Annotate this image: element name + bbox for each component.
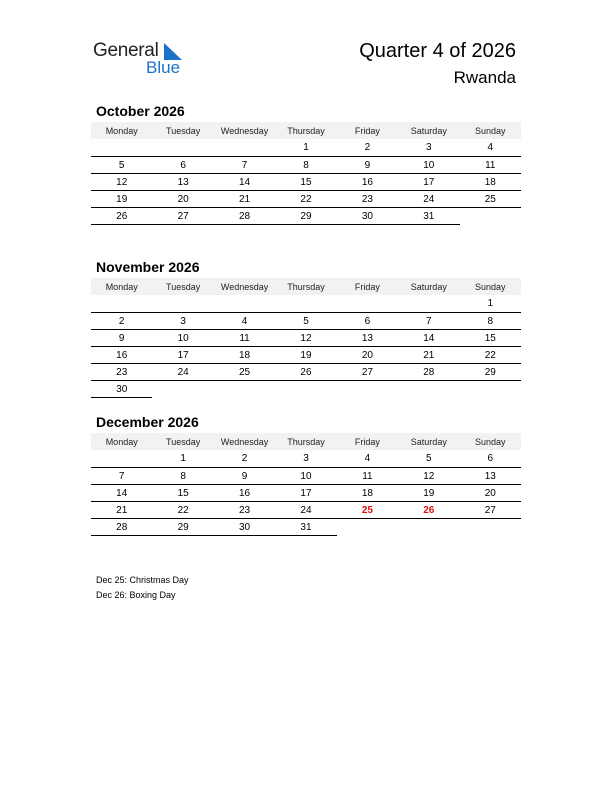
calendar-table [91,122,521,225]
empty-cell [91,139,152,157]
empty-cell [337,519,398,536]
calendar-table [91,433,521,536]
day-cell: 20 [337,347,398,364]
weekday-header: Tuesday [152,433,213,450]
day-cell: 7 [214,157,275,174]
logo-general-text: General [93,40,159,61]
day-cell: 17 [152,347,213,364]
empty-cell [460,519,521,536]
day-cell: 20 [152,191,213,208]
empty-cell [275,381,336,398]
weekday-header: Friday [337,433,398,450]
day-cell: 1 [275,139,336,157]
day-cell: 30 [91,381,152,398]
day-cell: 9 [91,330,152,347]
day-cell: 20 [460,485,521,502]
empty-cell [275,295,336,313]
weekday-header: Thursday [275,122,336,139]
weekday-header: Thursday [275,433,336,450]
day-cell: 25 [460,191,521,208]
day-cell: 25 [214,364,275,381]
day-cell: 4 [214,313,275,330]
weekday-header: Monday [91,433,152,450]
day-cell: 10 [398,157,459,174]
week-row [91,330,521,347]
day-cell: 7 [91,468,152,485]
empty-cell [398,381,459,398]
day-cell: 23 [214,502,275,519]
holiday-notes [96,573,189,602]
day-cell: 28 [91,519,152,536]
weekday-header: Tuesday [152,122,213,139]
day-cell: 24 [275,502,336,519]
empty-cell [152,381,213,398]
weekday-header: Friday [337,278,398,295]
weekday-header: Monday [91,278,152,295]
day-cell: 28 [398,364,459,381]
day-cell: 15 [152,485,213,502]
quarter-title: Quarter 4 of 2026 [359,40,516,62]
day-cell: 7 [398,313,459,330]
week-row [91,450,521,468]
empty-cell [214,381,275,398]
day-cell: 19 [91,191,152,208]
day-cell: 24 [152,364,213,381]
month-title: December 2026 [96,414,199,430]
day-cell: 6 [337,313,398,330]
day-cell: 30 [214,519,275,536]
day-cell: 26 [275,364,336,381]
empty-cell [214,295,275,313]
day-cell: 31 [398,208,459,225]
day-cell: 1 [460,295,521,313]
week-row [91,313,521,330]
day-cell: 11 [460,157,521,174]
weekday-header: Wednesday [214,433,275,450]
holiday-day-cell: 25 [337,502,398,519]
weekday-header: Wednesday [214,122,275,139]
day-cell: 22 [275,191,336,208]
day-cell: 16 [337,174,398,191]
day-cell: 14 [214,174,275,191]
day-cell: 6 [152,157,213,174]
month-title: November 2026 [96,259,200,275]
day-cell: 8 [460,313,521,330]
day-cell: 14 [398,330,459,347]
weekday-header: Monday [91,122,152,139]
week-row [91,381,521,398]
day-cell: 15 [275,174,336,191]
day-cell: 4 [460,139,521,157]
day-cell: 4 [337,450,398,468]
day-cell: 2 [91,313,152,330]
empty-cell [460,381,521,398]
day-cell: 21 [91,502,152,519]
month-december [91,412,521,536]
day-cell: 29 [152,519,213,536]
day-cell: 2 [337,139,398,157]
weekday-header: Wednesday [214,278,275,295]
day-cell: 17 [398,174,459,191]
week-row [91,485,521,502]
day-cell: 3 [152,313,213,330]
week-row [91,139,521,157]
day-cell: 10 [152,330,213,347]
day-cell: 8 [275,157,336,174]
holiday-day-cell: 26 [398,502,459,519]
day-cell: 6 [460,450,521,468]
weekday-header: Sunday [460,122,521,139]
day-cell: 5 [275,313,336,330]
month-title: October 2026 [96,103,185,119]
day-cell: 19 [275,347,336,364]
weekday-header: Friday [337,122,398,139]
day-cell: 12 [398,468,459,485]
empty-cell [337,295,398,313]
day-cell: 30 [337,208,398,225]
holiday-note: Dec 26: Boxing Day [96,589,176,600]
week-row [91,174,521,191]
day-cell: 16 [214,485,275,502]
week-row [91,347,521,364]
week-row [91,191,521,208]
weekday-header: Saturday [398,278,459,295]
week-row [91,295,521,313]
day-cell: 24 [398,191,459,208]
day-cell: 3 [275,450,336,468]
weekday-header: Saturday [398,433,459,450]
day-cell: 9 [214,468,275,485]
calendar-table [91,278,521,398]
day-cell: 16 [91,347,152,364]
day-cell: 27 [460,502,521,519]
day-cell: 8 [152,468,213,485]
empty-cell [337,381,398,398]
day-cell: 13 [152,174,213,191]
day-cell: 26 [91,208,152,225]
day-cell: 18 [214,347,275,364]
day-cell: 1 [152,450,213,468]
holiday-note: Dec 25: Christmas Day [96,575,189,585]
day-cell: 22 [152,502,213,519]
weekday-header: Saturday [398,122,459,139]
day-cell: 27 [337,364,398,381]
empty-cell [152,139,213,157]
day-cell: 22 [460,347,521,364]
empty-cell [460,208,521,225]
day-cell: 28 [214,208,275,225]
day-cell: 14 [91,485,152,502]
month-november [91,257,521,398]
day-cell: 11 [214,330,275,347]
weekday-header: Tuesday [152,278,213,295]
day-cell: 19 [398,485,459,502]
day-cell: 5 [398,450,459,468]
week-row [91,468,521,485]
day-cell: 12 [91,174,152,191]
day-cell: 13 [460,468,521,485]
week-row [91,208,521,225]
empty-cell [398,295,459,313]
generalblue-logo [93,40,193,80]
day-cell: 5 [91,157,152,174]
empty-cell [91,295,152,313]
day-cell: 10 [275,468,336,485]
weekday-header: Sunday [460,433,521,450]
day-cell: 27 [152,208,213,225]
day-cell: 29 [275,208,336,225]
day-cell: 12 [275,330,336,347]
day-cell: 17 [275,485,336,502]
empty-cell [152,295,213,313]
empty-cell [398,519,459,536]
day-cell: 15 [460,330,521,347]
day-cell: 21 [214,191,275,208]
day-cell: 11 [337,468,398,485]
day-cell: 18 [337,485,398,502]
day-cell: 21 [398,347,459,364]
day-cell: 2 [214,450,275,468]
country-name: Rwanda [453,68,516,87]
week-row [91,157,521,174]
month-october [91,101,521,225]
day-cell: 23 [337,191,398,208]
day-cell: 3 [398,139,459,157]
day-cell: 29 [460,364,521,381]
week-row [91,364,521,381]
day-cell: 13 [337,330,398,347]
day-cell: 31 [275,519,336,536]
day-cell: 9 [337,157,398,174]
week-row [91,502,521,519]
day-cell: 23 [91,364,152,381]
empty-cell [214,139,275,157]
weekday-header: Sunday [460,278,521,295]
weekday-header: Thursday [275,278,336,295]
empty-cell [91,450,152,468]
day-cell: 18 [460,174,521,191]
week-row [91,519,521,536]
logo-blue-text: Blue [146,58,181,77]
